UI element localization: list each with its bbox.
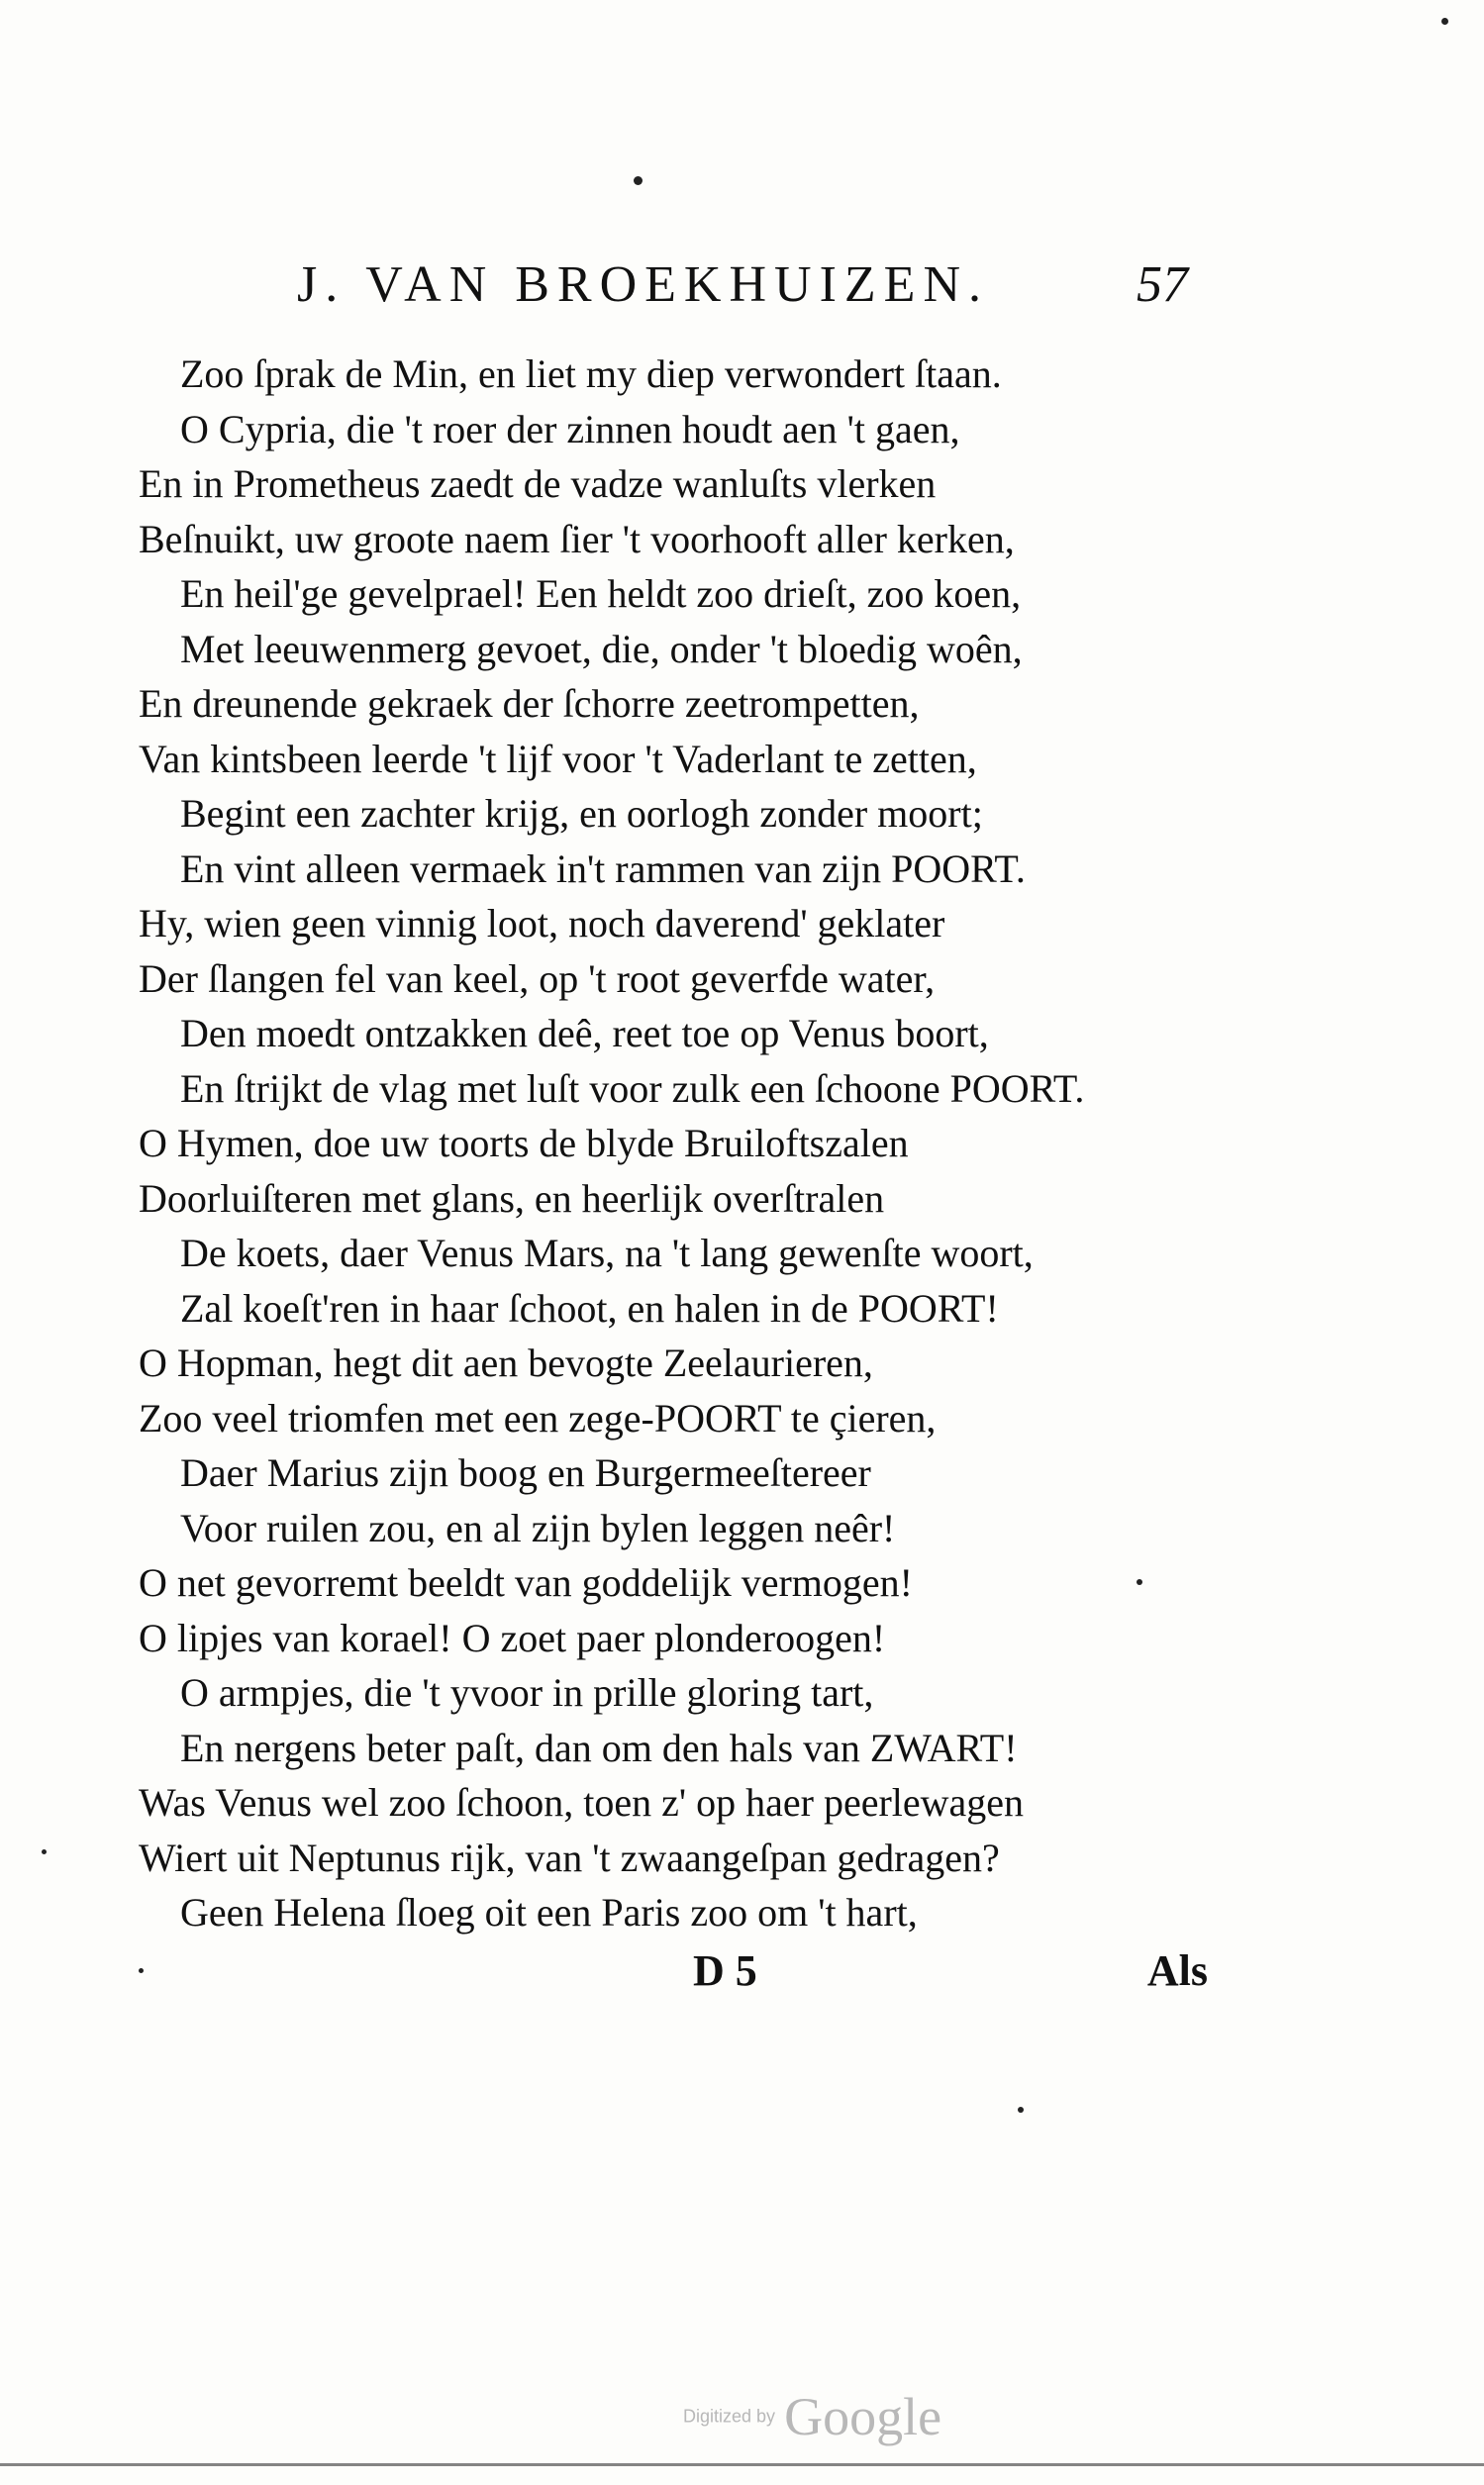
ink-speck bbox=[634, 176, 643, 185]
scan-edge bbox=[0, 2463, 1484, 2466]
poem-line: Zal koeſt'ren in haar ſchoot, en halen in de POORT! bbox=[180, 1285, 999, 1331]
ink-speck bbox=[1137, 1579, 1142, 1585]
poem-line: En ſtrijkt de vlag met luſt voor zulk een ſchoone POORT. bbox=[180, 1065, 1085, 1111]
poem-line: Met leeuwenmerg gevoet, die, onder 't bloedig woên, bbox=[180, 626, 1023, 671]
poem-line: En heil'ge gevelprael! Een heldt zoo drieſt, zoo koen, bbox=[180, 571, 1022, 616]
page-footer bbox=[139, 1945, 1208, 2005]
poem-line: Der ſlangen fel van keel, op 't root geverfde water, bbox=[139, 955, 936, 1001]
digitization-watermark bbox=[683, 2386, 941, 2447]
poem-line: Geen Helena ſloeg oit een Paris zoo om 't hart, bbox=[180, 1890, 918, 1935]
poem-line: Beſnuikt, uw groote naem ſier 't voorhooft aller kerken, bbox=[139, 516, 1015, 561]
poem-line: En in Prometheus zaedt de vadze wanluſts vlerken bbox=[139, 461, 937, 506]
poem-line: Voor ruilen zou, en al zijn bylen leggen neêr! bbox=[180, 1505, 896, 1550]
poem-line: Wiert uit Neptunus rijk, van 't zwaangeſpan gedragen? bbox=[139, 1835, 1000, 1880]
poem-line: O Hopman, hegt dit aen bevogte Zeelaurieren, bbox=[139, 1341, 873, 1385]
ink-speck bbox=[1441, 18, 1448, 25]
watermark-prefix: Digitized by bbox=[683, 2406, 776, 2427]
poem-line: En vint alleen vermaek in't rammen van zijn POORT. bbox=[180, 845, 1026, 891]
poem-line: Was Venus wel zoo ſchoon, toen z' op haer peerlewagen bbox=[139, 1780, 1025, 1825]
ink-speck bbox=[42, 1849, 47, 1854]
poem-line: Doorluiſteren met glans, en heerlijk overſtralen bbox=[139, 1175, 885, 1221]
ink-speck bbox=[139, 1968, 144, 1973]
signature-mark: D 5 bbox=[693, 1946, 757, 1995]
ink-speck bbox=[1018, 2107, 1024, 2113]
poem-line: De koets, daer Venus Mars, na 't lang gewenſte woort, bbox=[180, 1231, 1034, 1275]
watermark-brand: Google bbox=[784, 2387, 942, 2446]
poem-line: Zoo veel triomfen met een zege-POORT te çieren, bbox=[139, 1395, 937, 1441]
poem-line: Daer Marius zijn boog en Burgermeeſtereer bbox=[180, 1450, 871, 1495]
poem-line: O Hymen, doe uw toorts de blyde Bruiloftszalen bbox=[139, 1121, 909, 1165]
page-header bbox=[297, 255, 1188, 325]
poem-text bbox=[139, 347, 1228, 1940]
poem-line: Hy, wien geen vinnig loot, noch daverend' geklater bbox=[139, 901, 945, 945]
poem-line: O armpjes, die 't yvoor in prille gloring tart, bbox=[180, 1670, 874, 1715]
poem-line: O Cypria, die 't roer der zinnen houdt aen 't gaen, bbox=[180, 406, 960, 451]
poem-line: Begint een zachter krijg, en oorlogh zonder moort; bbox=[180, 791, 983, 836]
poem-line: En nergens beter paſt, dan om den hals van ZWART! bbox=[180, 1725, 1018, 1770]
catchword: Als bbox=[1146, 1946, 1208, 1995]
poem-line: Den moedt ontzakken deê, reet toe op Venus boort, bbox=[180, 1011, 989, 1055]
poem-line: En dreunende gekraek der ſchorre zeetrompetten, bbox=[139, 681, 920, 726]
running-head: J. VAN BROEKHUIZEN. bbox=[297, 256, 989, 313]
poem-line: O lipjes van korael! O zoet paer plonderoogen! bbox=[139, 1615, 886, 1660]
page-number: 57 bbox=[1137, 256, 1188, 313]
poem-line: O net gevorremt beeldt van goddelijk vermogen! bbox=[139, 1560, 913, 1605]
poem-line: Van kintsbeen leerde 't lijf voor 't Vaderlant te zetten, bbox=[139, 736, 977, 781]
poem-line: Zoo ſprak de Min, en liet my diep verwondert ſtaan. bbox=[180, 351, 1002, 396]
